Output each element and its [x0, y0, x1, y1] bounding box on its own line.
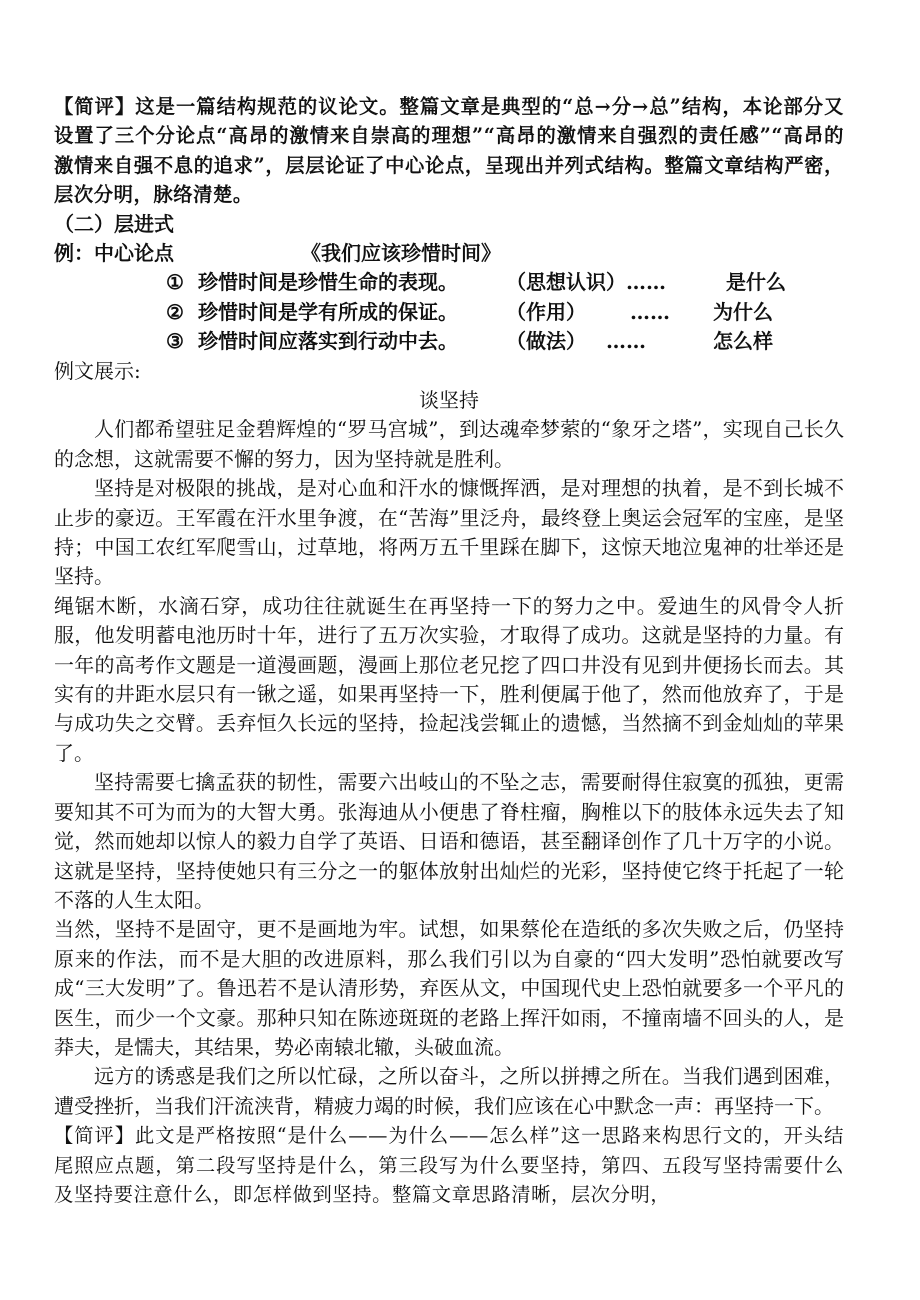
essay-title: 谈坚持: [419, 388, 479, 412]
example-label: 例：中心论点: [54, 241, 174, 266]
point-question: 为什么: [713, 299, 773, 324]
point-type: （作用）: [506, 299, 586, 324]
showcase-label: 例文展示:: [54, 358, 141, 383]
document-page: [54, 92, 844, 1209]
section-heading: （二）层进式: [54, 211, 174, 236]
point-question: 怎么样: [713, 329, 773, 354]
point-text: 珍惜时间是珍惜生命的表现。: [198, 270, 458, 295]
essay-paragraph-1: 人们都希望驻足金碧辉煌的“罗马宫城”，到达魂牵梦萦的“象牙之塔”，实现自己长久的念想，这就需要不懈的努力，因为坚持就是胜利。: [54, 417, 844, 471]
point-type: （做法）: [506, 329, 586, 354]
point-number: ③: [166, 329, 184, 354]
example-header: [54, 239, 844, 268]
essay-paragraph-3: 绳锯木断，水滴石穿，成功往往就诞生在再坚持一下的努力之中。爱迪生的风骨令人折服，他发明蓄电池历时十年，进行了五万次实验，才取得了成功。这就是坚持的力量。有一年的高考作文题是一道漫画题，漫画上那位老兄挖了四口井没有见到井便扬长而去。其实有的井距水层只有一锹之遥，如果再坚持一下，胜利便属于他了，然而他放弃了，于是与成功失之交臂。丢弃恒久长远的坚持，捡起浅尝辄止的遗憾，当然摘不到金灿灿的苹果了。: [54, 593, 844, 765]
example-point-1: [54, 268, 844, 297]
essay-paragraph-4: 坚持需要七擒孟获的韧性，需要六出岐山的不坠之志，需要耐得住寂寞的孤独，更需要知其不可为而为的大智大勇。张海迪从小便患了脊柱瘤，胸椎以下的肢体永远失去了知觉，然而她却以惊人的毅力自学了英语、日语和德语，甚至翻译创作了几十万字的小说。这就是坚持，坚持使她只有三分之一的躯体放射出灿烂的光彩，坚持使它终于托起了一轮不落的人生太阳。: [54, 770, 844, 912]
point-number: ①: [166, 270, 184, 295]
essay-paragraph-5: 当然，坚持不是固守，更不是画地为牢。试想，如果蔡伦在造纸的多次失败之后，仍坚持原来的作法，而不是大胆的改进原料，那么我们引以为自豪的“四大发明”恐怕就要改写成“三大发明”了。鲁迅若不是认清形势，弃医从文，中国现代史上恐怕就要多一个平凡的医生，而少一个文豪。那种只知在陈迹斑斑的老路上挥汗如雨，不撞南墙不回头的人，是莽夫，是懦夫，其结果，势必南辕北辙，头破血流。: [54, 917, 844, 1059]
point-text: 珍惜时间是学有所成的保证。: [198, 299, 458, 324]
essay-paragraph-6: 远方的诱惑是我们之所以忙碌，之所以奋斗，之所以拼搏之所在。当我们遇到困难，遭受挫折，当我们汗流浃背，精疲力竭的时候，我们应该在心中默念一声：再坚持一下。: [54, 1064, 844, 1118]
example-point-2: [54, 298, 844, 327]
point-dots: ……: [630, 299, 670, 324]
point-number: ②: [166, 299, 184, 324]
review-paragraph-2: 【简评】此文是严格按照“是什么——为什么——怎么样”这一思路来构思行文的，开头结尾照应点题，第二段写坚持是什么，第三段写为什么要坚持，第四、五段写坚持需要什么及坚持要注意什么，即怎样做到坚持。整篇文章思路清晰，层次分明，: [54, 1124, 844, 1206]
point-type: （思想认识）……: [506, 270, 666, 295]
review-paragraph-1: 【简评】这是一篇结构规范的议论文。整篇文章是典型的“总→分→总”结构，本论部分又设置了三个分论点“高昂的激情来自崇高的理想”“高昂的激情来自强烈的责任感”“高昂的激情来自强不息的追求”，层层论证了中心论点，呈现出并列式结构。整篇文章结构严密，层次分明，脉络清楚。: [54, 95, 844, 207]
point-question: 是什么: [726, 270, 786, 295]
point-dots: ……: [606, 329, 646, 354]
point-text: 珍惜时间应落实到行动中去。: [198, 329, 458, 354]
example-point-3: [54, 327, 844, 356]
example-title: 《我们应该珍惜时间》: [301, 241, 501, 266]
essay-paragraph-2: 坚持是对极限的挑战，是对心血和汗水的慷慨挥洒，是对理想的执着，是不到长城不止步的豪迈。王军霞在汗水里争渡，在“苦海”里泛舟，最终登上奥运会冠军的宝座，是坚持；中国工农红军爬雪山，过草地，将两万五千里踩在脚下，这惊天地泣鬼神的壮举还是坚持。: [54, 476, 844, 589]
